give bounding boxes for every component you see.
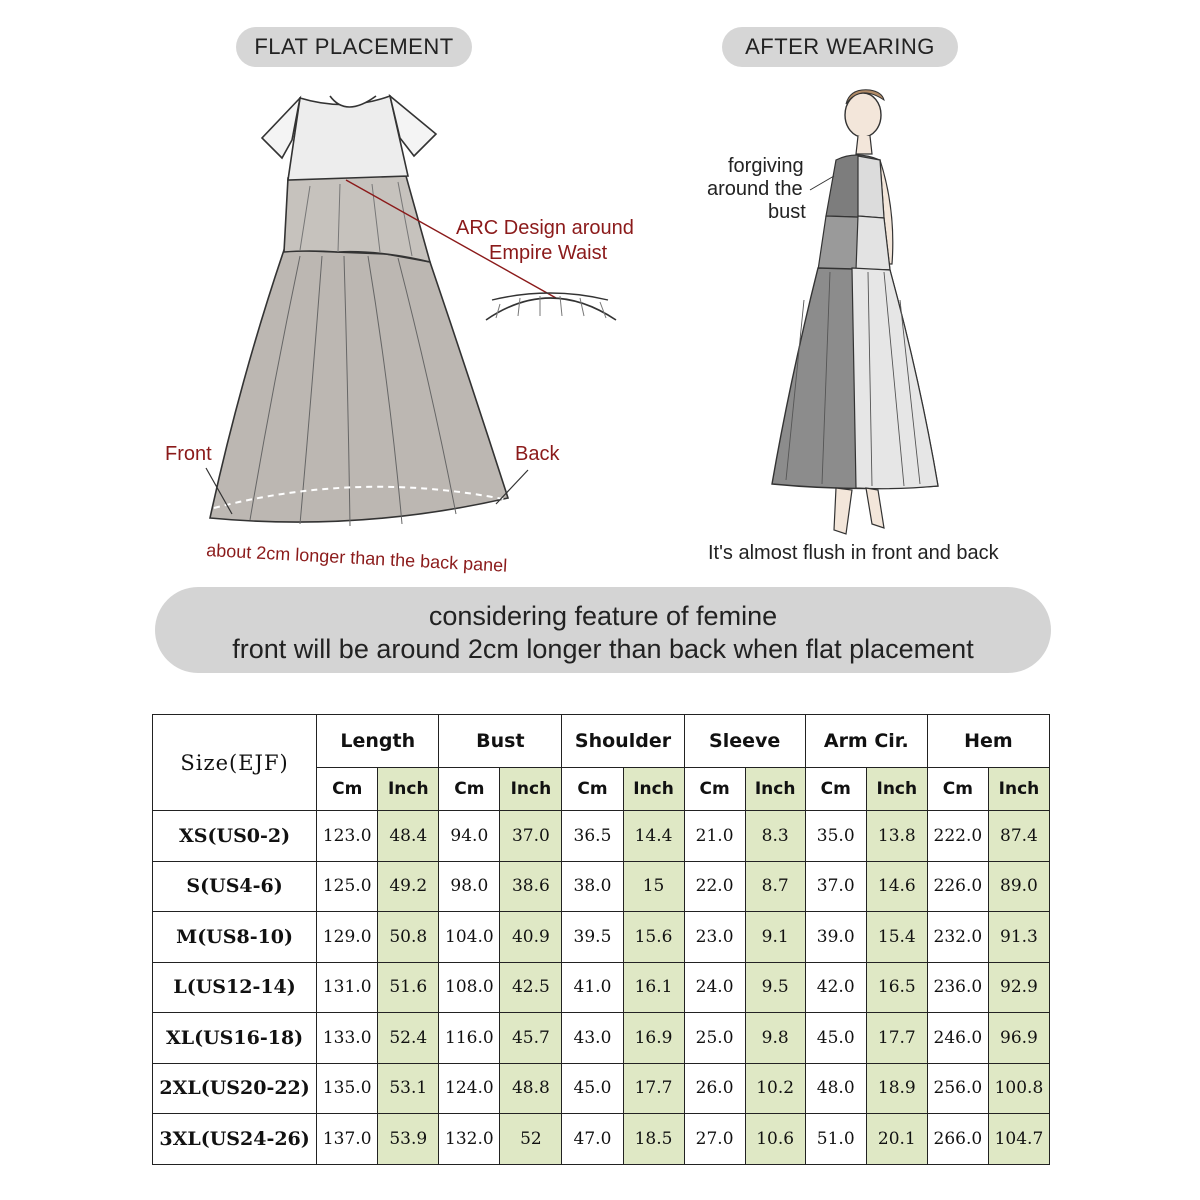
cm-value-cell: 236.0	[927, 962, 988, 1013]
inch-value-cell: 16.5	[866, 962, 927, 1013]
inch-value-cell: 15	[623, 861, 684, 912]
forgiving-label-1: forgiving	[728, 155, 804, 177]
banner-line-2: front will be around 2cm longer than back when flat placement	[232, 634, 974, 664]
cm-value-cell: 98.0	[439, 861, 500, 912]
table-row	[153, 1063, 1050, 1114]
cm-value-cell: 39.5	[562, 912, 623, 963]
cm-value-cell: 132.0	[439, 1114, 500, 1165]
inch-value-cell: 37.0	[500, 811, 562, 862]
table-row	[153, 1114, 1050, 1165]
inch-value-cell: 100.8	[988, 1063, 1049, 1114]
forgiving-label-2: around the	[707, 178, 803, 200]
table-row	[153, 811, 1050, 862]
bust-header: Bust	[439, 715, 562, 768]
cm-value-cell: 22.0	[684, 861, 745, 912]
cm-value-cell: 135.0	[317, 1063, 378, 1114]
cm-value-cell: 131.0	[317, 962, 378, 1013]
inch-value-cell: 17.7	[623, 1063, 684, 1114]
size-label-cell: 2XL(US20-22)	[153, 1063, 317, 1114]
front-label: Front	[165, 443, 212, 465]
cm-value-cell: 94.0	[439, 811, 500, 862]
inch-value-cell: 16.1	[623, 962, 684, 1013]
inch-value-cell: 42.5	[500, 962, 562, 1013]
cm-subheader: Cm	[684, 768, 745, 811]
inch-value-cell: 18.5	[623, 1114, 684, 1165]
inch-value-cell: 10.2	[745, 1063, 805, 1114]
size-label-cell: 3XL(US24-26)	[153, 1114, 317, 1165]
cm-value-cell: 226.0	[927, 861, 988, 912]
inch-value-cell: 16.9	[623, 1013, 684, 1064]
cm-value-cell: 108.0	[439, 962, 500, 1013]
inch-subheader: Inch	[378, 768, 439, 811]
sleeve-header: Sleeve	[684, 715, 805, 768]
cm-value-cell: 23.0	[684, 912, 745, 963]
length-header: Length	[317, 715, 439, 768]
cm-value-cell: 48.0	[805, 1063, 866, 1114]
size-table-body	[153, 811, 1050, 1165]
feature-banner	[155, 587, 1051, 673]
hem-note: about 2cm longer than the back panel	[205, 539, 508, 576]
inch-value-cell: 10.6	[745, 1114, 805, 1165]
inch-value-cell: 89.0	[988, 861, 1049, 912]
inch-value-cell: 91.3	[988, 912, 1049, 963]
inch-value-cell: 53.9	[378, 1114, 439, 1165]
inch-subheader: Inch	[623, 768, 684, 811]
inch-value-cell: 9.5	[745, 962, 805, 1013]
flat-placement-label: FLAT PLACEMENT	[236, 27, 472, 67]
forgiving-label-3: bust	[768, 201, 806, 223]
cm-value-cell: 256.0	[927, 1063, 988, 1114]
inch-value-cell: 8.7	[745, 861, 805, 912]
cm-value-cell: 43.0	[562, 1013, 623, 1064]
cm-subheader: Cm	[317, 768, 378, 811]
cm-value-cell: 246.0	[927, 1013, 988, 1064]
inch-value-cell: 9.8	[745, 1013, 805, 1064]
inch-value-cell: 38.6	[500, 861, 562, 912]
cm-value-cell: 266.0	[927, 1114, 988, 1165]
inch-value-cell: 96.9	[988, 1013, 1049, 1064]
size-label-cell: S(US4-6)	[153, 861, 317, 912]
inch-value-cell: 45.7	[500, 1013, 562, 1064]
cm-value-cell: 26.0	[684, 1063, 745, 1114]
cm-value-cell: 222.0	[927, 811, 988, 862]
size-label-cell: L(US12-14)	[153, 962, 317, 1013]
cm-value-cell: 25.0	[684, 1013, 745, 1064]
table-row	[153, 861, 1050, 912]
inch-value-cell: 52.4	[378, 1013, 439, 1064]
arc-design-label-2: Empire Waist	[489, 242, 608, 264]
cm-value-cell: 45.0	[805, 1013, 866, 1064]
inch-value-cell: 48.4	[378, 811, 439, 862]
arc-design-label-1: ARC Design around	[456, 217, 634, 239]
inch-value-cell: 20.1	[866, 1114, 927, 1165]
cm-value-cell: 129.0	[317, 912, 378, 963]
flush-note: It's almost flush in front and back	[708, 542, 999, 564]
cm-value-cell: 232.0	[927, 912, 988, 963]
cm-value-cell: 37.0	[805, 861, 866, 912]
inch-value-cell: 13.8	[866, 811, 927, 862]
size-chart-table	[152, 714, 1050, 1165]
cm-subheader: Cm	[562, 768, 623, 811]
table-row	[153, 1013, 1050, 1064]
inch-value-cell: 52	[500, 1114, 562, 1165]
back-label: Back	[515, 443, 560, 465]
size-label-cell: XL(US16-18)	[153, 1013, 317, 1064]
inch-value-cell: 48.8	[500, 1063, 562, 1114]
banner-line-1: considering feature of femine	[428, 601, 778, 631]
after-wearing-label: AFTER WEARING	[722, 27, 958, 67]
cm-value-cell: 123.0	[317, 811, 378, 862]
cm-value-cell: 125.0	[317, 861, 378, 912]
size-column-header: Size(EJF)	[153, 715, 317, 811]
cm-value-cell: 21.0	[684, 811, 745, 862]
cm-value-cell: 38.0	[562, 861, 623, 912]
dress-illustrations	[0, 0, 1200, 590]
inch-subheader: Inch	[500, 768, 562, 811]
cm-subheader: Cm	[927, 768, 988, 811]
cm-value-cell: 36.5	[562, 811, 623, 862]
arm-cir-header: Arm Cir.	[805, 715, 927, 768]
inch-value-cell: 53.1	[378, 1063, 439, 1114]
cm-value-cell: 116.0	[439, 1013, 500, 1064]
inch-value-cell: 15.4	[866, 912, 927, 963]
cm-value-cell: 39.0	[805, 912, 866, 963]
cm-subheader: Cm	[439, 768, 500, 811]
inch-value-cell: 104.7	[988, 1114, 1049, 1165]
inch-value-cell: 87.4	[988, 811, 1049, 862]
cm-value-cell: 104.0	[439, 912, 500, 963]
inch-subheader: Inch	[866, 768, 927, 811]
inch-value-cell: 40.9	[500, 912, 562, 963]
inch-value-cell: 92.9	[988, 962, 1049, 1013]
cm-value-cell: 45.0	[562, 1063, 623, 1114]
size-label-cell: XS(US0-2)	[153, 811, 317, 862]
inch-value-cell: 51.6	[378, 962, 439, 1013]
inch-value-cell: 14.6	[866, 861, 927, 912]
inch-subheader: Inch	[745, 768, 805, 811]
cm-value-cell: 137.0	[317, 1114, 378, 1165]
shoulder-header: Shoulder	[562, 715, 684, 768]
cm-value-cell: 41.0	[562, 962, 623, 1013]
inch-value-cell: 49.2	[378, 861, 439, 912]
inch-value-cell: 9.1	[745, 912, 805, 963]
inch-value-cell: 50.8	[378, 912, 439, 963]
size-label-cell: M(US8-10)	[153, 912, 317, 963]
cm-value-cell: 124.0	[439, 1063, 500, 1114]
cm-value-cell: 24.0	[684, 962, 745, 1013]
hem-header: Hem	[927, 715, 1049, 768]
cm-subheader: Cm	[805, 768, 866, 811]
table-row	[153, 912, 1050, 963]
cm-value-cell: 51.0	[805, 1114, 866, 1165]
inch-subheader: Inch	[988, 768, 1049, 811]
table-row	[153, 962, 1050, 1013]
cm-value-cell: 42.0	[805, 962, 866, 1013]
cm-value-cell: 133.0	[317, 1013, 378, 1064]
inch-value-cell: 14.4	[623, 811, 684, 862]
inch-value-cell: 15.6	[623, 912, 684, 963]
cm-value-cell: 47.0	[562, 1114, 623, 1165]
inch-value-cell: 18.9	[866, 1063, 927, 1114]
inch-value-cell: 17.7	[866, 1013, 927, 1064]
cm-value-cell: 27.0	[684, 1114, 745, 1165]
inch-value-cell: 8.3	[745, 811, 805, 862]
cm-value-cell: 35.0	[805, 811, 866, 862]
